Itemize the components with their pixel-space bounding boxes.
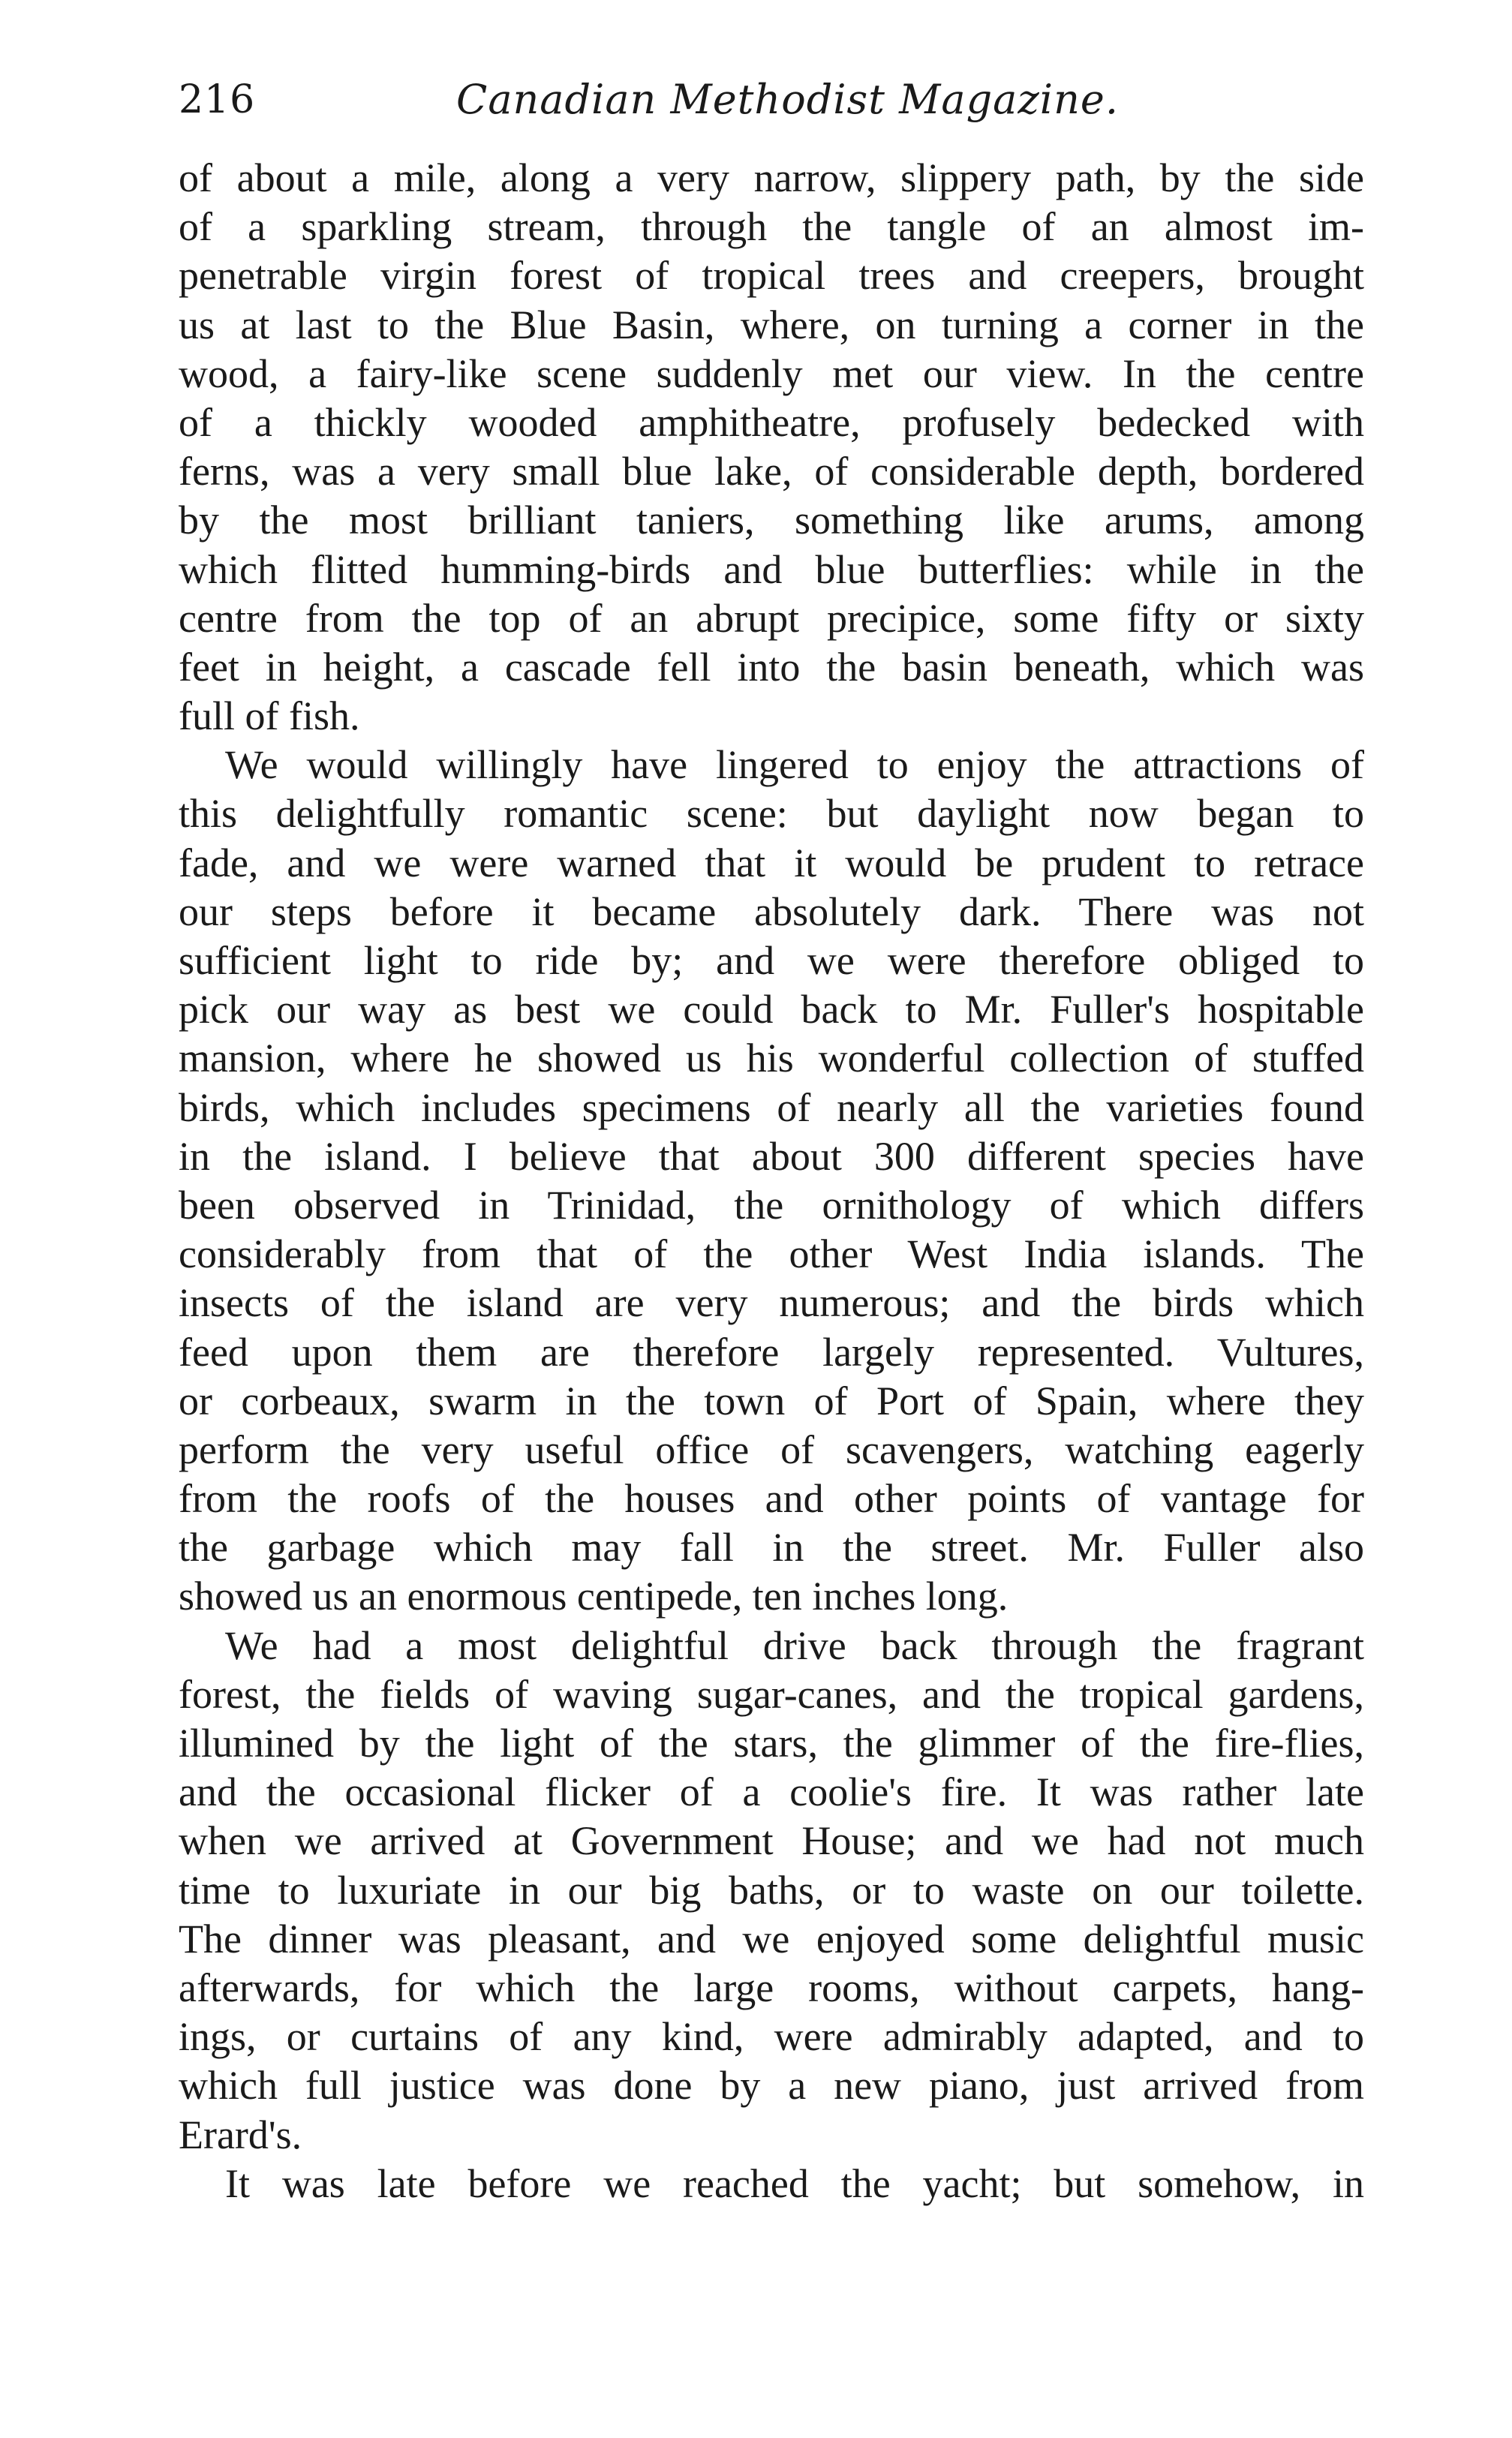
page-number: 216 bbox=[179, 77, 256, 122]
text-line: which flitted humming-birds and blue butterflies: while in the bbox=[179, 546, 1364, 592]
article-body bbox=[179, 154, 1364, 2208]
running-title: Canadian Methodist Magazine. bbox=[456, 76, 1119, 123]
text-line: or corbeaux, swarm in the town of Port of Spain, where they bbox=[179, 1378, 1364, 1423]
text-line: feed upon them are therefore largely represented. Vultures, bbox=[179, 1329, 1364, 1375]
text-line: which full justice was done by a new piano, just arrived from bbox=[179, 2063, 1364, 2109]
text-line: sufficient light to ride by; and we were therefore obliged to bbox=[179, 938, 1364, 983]
page-header bbox=[179, 66, 1364, 134]
text-line: illumined by the light of the stars, the glimmer of the fire-flies, bbox=[179, 1721, 1364, 1766]
text-line: perform the very useful office of scavengers, watching eagerly bbox=[179, 1426, 1364, 1472]
text-line: the garbage which may fall in the street. Mr. Fuller also bbox=[179, 1525, 1364, 1571]
text-line: feet in height, a cascade fell into the basin beneath, which was bbox=[179, 644, 1364, 690]
text-line: time to luxuriate in our big baths, or to waste on our toilette. bbox=[179, 1867, 1364, 1913]
text-line: by the most brilliant taniers, something like arums, among bbox=[179, 498, 1364, 543]
text-line: forest, the fields of waving sugar-canes, and the tropical gardens, bbox=[179, 1671, 1364, 1717]
text-line: Erard's. bbox=[179, 2112, 302, 2157]
text-line: of a thickly wooded amphitheatre, profusely bedecked with bbox=[179, 399, 1364, 445]
text-line: We had a most delightful drive back through the fragrant bbox=[225, 1622, 1364, 1668]
text-line: fade, and we were warned that it would be prudent to retrace bbox=[179, 840, 1364, 885]
text-line: our steps before it became absolutely dark. There was not bbox=[179, 888, 1364, 934]
text-line: of a sparkling stream, through the tangle of an almost im- bbox=[179, 204, 1364, 250]
text-line: us at last to the Blue Basin, where, on turning a corner in the bbox=[179, 302, 1364, 347]
text-line: ferns, was a very small blue lake, of considerable depth, bordered bbox=[179, 449, 1364, 495]
text-line: penetrable virgin forest of tropical trees and creepers, brought bbox=[179, 253, 1364, 299]
text-line: showed us an enormous centipede, ten inches long. bbox=[179, 1574, 1009, 1619]
text-line: The dinner was pleasant, and we enjoyed some delightful music bbox=[179, 1916, 1364, 1962]
text-line: mansion, where he showed us his wonderful collection of stuffed bbox=[179, 1036, 1364, 1081]
text-line: from the roofs of the houses and other points of vantage for bbox=[179, 1476, 1364, 1522]
text-line: It was late before we reached the yacht; but somehow, in bbox=[225, 2160, 1364, 2206]
text-line: when we arrived at Government House; and we had not much bbox=[179, 1818, 1364, 1864]
text-line: this delightfully romantic scene: but daylight now began to bbox=[179, 791, 1364, 837]
text-line: birds, which includes specimens of nearly all the varieties found bbox=[179, 1084, 1364, 1130]
text-line: wood, a fairy-like scene suddenly met our view. In the centre bbox=[179, 350, 1364, 396]
text-line: and the occasional flicker of a coolie's fire. It was rather late bbox=[179, 1769, 1364, 1815]
text-line: pick our way as best we could back to Mr. Fuller's hospitable bbox=[179, 987, 1364, 1033]
text-line: ings, or curtains of any kind, were admirably adapted, and to bbox=[179, 2014, 1364, 2060]
text-line: considerably from that of the other West India islands. The bbox=[179, 1231, 1364, 1277]
text-line: of about a mile, along a very narrow, slippery path, by the side bbox=[179, 155, 1364, 200]
text-line: full of fish. bbox=[179, 693, 360, 739]
text-line: insects of the island are very numerous; and the birds which bbox=[179, 1280, 1364, 1326]
text-line: We would willingly have lingered to enjoy the attractions of bbox=[225, 742, 1364, 788]
text-line: afterwards, for which the large rooms, without carpets, hang- bbox=[179, 1965, 1364, 2010]
text-line: centre from the top of an abrupt precipice, some fifty or sixty bbox=[179, 595, 1364, 641]
text-line: in the island. I believe that about 300 different species have bbox=[179, 1133, 1364, 1179]
text-line: been observed in Trinidad, the ornithology of which differs bbox=[179, 1182, 1364, 1228]
